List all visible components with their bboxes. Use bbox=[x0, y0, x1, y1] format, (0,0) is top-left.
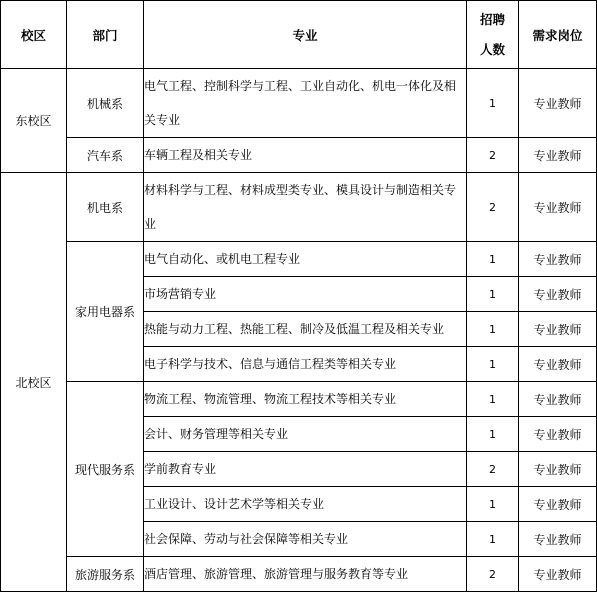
major-cell: 市场营销专业 bbox=[144, 277, 467, 312]
header-major: 专业 bbox=[144, 1, 467, 69]
header-row bbox=[1, 1, 597, 69]
table-row bbox=[1, 557, 597, 592]
count-cell: 2 bbox=[467, 557, 519, 592]
position-cell: 专业教师 bbox=[519, 382, 597, 417]
count-cell: 1 bbox=[467, 242, 519, 277]
position-cell: 专业教师 bbox=[519, 173, 597, 242]
major-cell: 学前教育专业 bbox=[144, 452, 467, 487]
header-department: 部门 bbox=[67, 1, 144, 69]
position-cell: 专业教师 bbox=[519, 312, 597, 347]
major-cell: 电气工程、控制科学与工程、工业自动化、机电一体化及相关专业 bbox=[144, 69, 467, 138]
major-cell: 热能与动力工程、热能工程、制冷及低温工程及相关专业 bbox=[144, 312, 467, 347]
department-cell: 机电系 bbox=[67, 173, 144, 242]
count-cell: 1 bbox=[467, 347, 519, 382]
department-cell: 家用电器系 bbox=[67, 242, 144, 382]
major-cell: 电气自动化、或机电工程专业 bbox=[144, 242, 467, 277]
header-count-line1: 招聘 bbox=[479, 11, 505, 27]
count-cell: 2 bbox=[467, 452, 519, 487]
department-cell: 旅游服务系 bbox=[67, 557, 144, 592]
position-cell: 专业教师 bbox=[519, 69, 597, 138]
department-cell: 现代服务系 bbox=[67, 382, 144, 557]
count-cell: 1 bbox=[467, 69, 519, 138]
major-cell: 会计、财务管理等相关专业 bbox=[144, 417, 467, 452]
count-cell: 1 bbox=[467, 487, 519, 522]
position-cell: 专业教师 bbox=[519, 347, 597, 382]
position-cell: 专业教师 bbox=[519, 522, 597, 557]
position-cell: 专业教师 bbox=[519, 277, 597, 312]
position-cell: 专业教师 bbox=[519, 452, 597, 487]
count-cell: 1 bbox=[467, 417, 519, 452]
count-cell: 1 bbox=[467, 522, 519, 557]
header-count-line2: 人数 bbox=[479, 41, 505, 57]
table-row bbox=[1, 242, 597, 277]
major-cell: 酒店管理、旅游管理、旅游管理与服务教育等专业 bbox=[144, 557, 467, 592]
count-cell: 1 bbox=[467, 277, 519, 312]
position-cell: 专业教师 bbox=[519, 557, 597, 592]
major-cell: 物流工程、物流管理、物流工程技术等相关专业 bbox=[144, 382, 467, 417]
department-cell: 机械系 bbox=[67, 69, 144, 138]
count-cell: 2 bbox=[467, 138, 519, 173]
position-cell: 专业教师 bbox=[519, 417, 597, 452]
major-cell: 工业设计、设计艺术学等相关专业 bbox=[144, 487, 467, 522]
department-cell: 汽车系 bbox=[67, 138, 144, 173]
table-row bbox=[1, 69, 597, 138]
major-cell: 车辆工程及相关专业 bbox=[144, 138, 467, 173]
position-cell: 专业教师 bbox=[519, 487, 597, 522]
major-cell: 电子科学与技术、信息与通信工程类等相关专业 bbox=[144, 347, 467, 382]
position-cell: 专业教师 bbox=[519, 242, 597, 277]
campus-cell-north: 北校区 bbox=[1, 173, 67, 592]
position-cell: 专业教师 bbox=[519, 138, 597, 173]
header-count bbox=[467, 1, 519, 69]
header-campus: 校区 bbox=[1, 1, 67, 69]
header-position: 需求岗位 bbox=[519, 1, 597, 69]
count-cell: 2 bbox=[467, 173, 519, 242]
table-row bbox=[1, 382, 597, 417]
major-cell: 材料科学与工程、材料成型类专业、模具设计与制造相关专业 bbox=[144, 173, 467, 242]
count-cell: 1 bbox=[467, 312, 519, 347]
table-row bbox=[1, 138, 597, 173]
table-row bbox=[1, 173, 597, 242]
major-cell: 社会保障、劳动与社会保障等相关专业 bbox=[144, 522, 467, 557]
campus-cell-east: 东校区 bbox=[1, 69, 67, 173]
count-cell: 1 bbox=[467, 382, 519, 417]
